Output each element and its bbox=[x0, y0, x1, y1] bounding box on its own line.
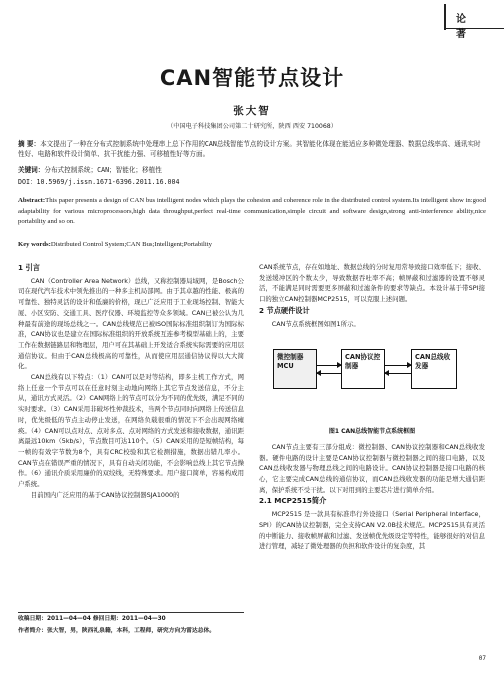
author-affiliation: （中国电子科技集团公司第二十研究所，陕西 西安 710068） bbox=[167, 123, 337, 130]
section-heading-mcp2515: 2.1 MCP2515简介 bbox=[259, 496, 327, 506]
section-heading-intro: 1 引言 bbox=[18, 263, 40, 272]
footnote-received: 收稿日期：2011—04—04 修回日期：2011—04—30 bbox=[18, 616, 166, 622]
left-column bbox=[18, 262, 244, 500]
abstract-cn-text: 本文提出了一种在分布式控制系统中处理串上总下作用的CAN总线智能节点的设计方案。其智能化体现在能适应多种微处理器、数据总线率高、通讯实时性好、电路和软件设计简单、抗干扰能力强、可移植性好等方面。 bbox=[18, 140, 481, 158]
section-heading-hardware: 2 节点硬件设计 bbox=[259, 305, 310, 315]
diagram-box-can-transceiver: CAN总线收发器 bbox=[411, 349, 457, 389]
body-paragraph: CAN总线有以下特点：（1）CAN可以是对等结构，即多主机工作方式，网络上任意一个节点可以在任意时刻主动地向网络上其它节点发送信息，不分主从，通讯方式灵活。（2）CAN网络上的节点可以分为不同的优先级，满足不同的实时要求。（3）CAN采用非破坏性仲裁技术，当两个节点同时向网络上传送信息时，优先级低的节点主动停止发送，在网络负载很重的情况下不会出现网络瘫痪。（4）CAN可以点对点、点对多点、点对网络的方式发送和接收数据，通讯距离最远10km（5kb/s），节点数目可达110个。（5）CAN采用的是短帧结构，每一帧的有效字节数为8个，具有CRC校验和其它检测措施，数据出错几率小。CAN节点在错误严重的情况下，具有自动关闭功能，不会影响总线上其它节点操作。（6）通讯介质采用廉价的双绞线，无特殊要求。用户接口简单，容易构成用户系统。 bbox=[18, 373, 244, 489]
diagram-arrow-controller-to-transceiver bbox=[385, 365, 411, 366]
keywords-cn-label: 关键词： bbox=[18, 166, 45, 174]
figure-caption: 图1 CAN总线智能节点系统框图 bbox=[328, 428, 416, 436]
body-paragraph: CAN系统节点，存在如地址、数据总线的分时复用常导致接口效率低下；接收、发送缓冲区的个数太少，导致数据吞吐率不高；帧屏蔽和过滤器的设置不够灵活，不能满足同时需要更多屏蔽和过滤条件的要求等缺点。本设计基于带SPI接口的独立CAN控制器MCP2515，可以克服上述问题。 bbox=[259, 263, 485, 304]
body-paragraph: CAN节点主要有三部分组成：微控制器、CAN协议控制器和CAN总线收发器。硬件电路的设计主要是CAN协议控制器与微控制器之间的接口电路，以及CAN总线收发器与物理总线之间的电路设计。CAN协议控制器是接口电路的核心，它主要完成CAN总线的通信协议，而CAN总线收发器的功能是增大通信距离，保护系统不受干扰。以下对用到的主要芯片进行简单介绍。 bbox=[259, 442, 485, 494]
diagram-box-mcu: 微控制器MCU bbox=[273, 349, 317, 389]
section-tag bbox=[444, 0, 504, 40]
body-paragraph: CAN（Controller Area Network）总线，又称控制器局域网，是Bosch公司在现代汽车技术中领先推出的一种多主机局部网。由于其卓越的性能、极高的可靠性、独特灵活的设计和低廉的价格，现已广泛应用于工业现场控制、智能大厦、小区安防、交通工具、医疗仪器、环境监控等众多领域。CAN已被公认为几种最有前途的现场总线之一。CAN总线规范已被ISO国际标准组织制订为国际标准，CAN协议也是建立在国际标准组织的开放系统互连参考模型基础上的，主要工作在数据链路层和物理层，用户可在其基础上开发适合系统实际需要的应用层通信协议。但由于CAN总线极高的可靠性，从而使应用层通信协议得以大大简化。 bbox=[18, 276, 244, 371]
body-paragraph: MCP2515 是一款具有标准串行外设接口（Serial Peripheral Interface，SPI）的CAN协议控制器，完全支持CAN V2.0B技术规范。MCP2515具有灵活的中断能力、接收帧屏蔽和过滤、发送帧优先级设定等特性，能够很好的对信息进行管理，减轻了微处理器的负担和软件设计的复杂度，其 bbox=[259, 510, 485, 551]
diagram-arrow-controller-to-mcu bbox=[317, 373, 341, 374]
keywords-en bbox=[18, 240, 486, 250]
author-name: 张大智 bbox=[233, 105, 271, 117]
abstract-en-text: This paper presents a design of CAN bus intelligent nodes which plays the cohesion and coherence role in the distributed control system.Its intelligent show in:good adaptability for various microprocessors,high data throughput,perfect real-time communication,simple circuit and software design,strong anti-interference ability,nice portability and so on. bbox=[18, 197, 486, 226]
diagram-arrow-transceiver-to-controller bbox=[385, 373, 411, 374]
abstract-cn-label: 摘 要： bbox=[18, 140, 41, 148]
page-number: 07 bbox=[478, 655, 486, 662]
body-paragraph: CAN节点系统框图如图1所示。 bbox=[271, 319, 360, 328]
keywords-en-label: Key words: bbox=[18, 241, 51, 248]
right-column bbox=[259, 262, 485, 552]
block-diagram bbox=[259, 335, 485, 423]
abstract-en bbox=[18, 196, 486, 228]
doi: DOI：10.5969/j.issn.1671-6396.2011.16.004 bbox=[18, 178, 180, 186]
keywords-en-text: Distributed Control System;CAN Bus;Intelligent;Portability bbox=[50, 241, 212, 248]
abstract-cn bbox=[18, 139, 486, 159]
keywords-cn-text: 分布式控制系统；CAN；智能化；移植性 bbox=[44, 166, 162, 174]
body-paragraph: 目前国内广泛应用的基于CAN协议控制器SJA1000的 bbox=[30, 490, 180, 499]
footnote-author-bio: 作者简介：张大智，男，陕西礼泉籍，本科，工程师，研究方向为雷达总体。 bbox=[18, 628, 216, 634]
tag-bar bbox=[444, 4, 446, 30]
diagram-arrow-mcu-to-controller bbox=[317, 365, 341, 366]
keywords-cn bbox=[18, 165, 486, 175]
diagram-box-can-controller: CAN协议控制器 bbox=[341, 349, 385, 389]
footnote-rule bbox=[18, 612, 244, 613]
section-tag-label: 论 著 bbox=[456, 14, 480, 40]
paper-title: CAN智能节点设计 bbox=[159, 66, 345, 90]
abstract-en-label: Abstract: bbox=[18, 197, 46, 204]
